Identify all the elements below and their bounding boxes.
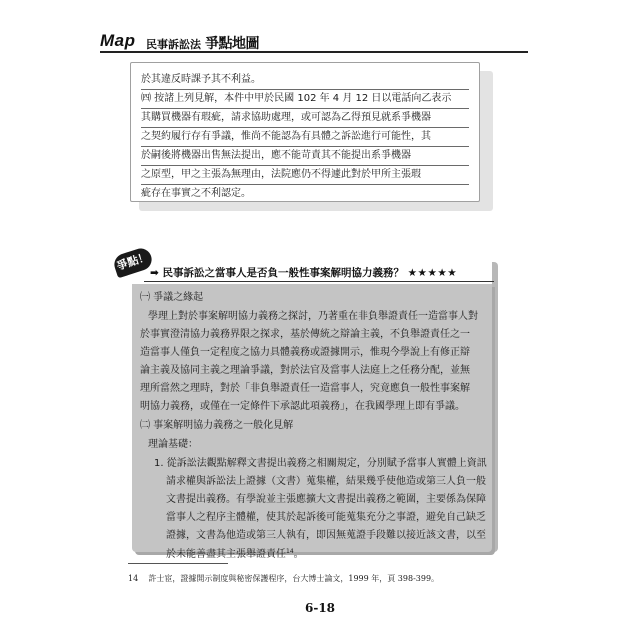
card-line: 於嗣後將機器出售無法提出，應不能苛責其不能提出系爭機器 [141, 147, 469, 166]
card-line: 於其違反時課予其不利益。 [141, 71, 469, 90]
card-lines [141, 71, 469, 202]
card-line: 之原型，甲之主張為無理由，法院應仍不得遽此對於甲所主張瑕 [141, 166, 469, 185]
continuation-card [130, 62, 480, 202]
header-rule [100, 51, 520, 53]
card-line: ㈣ 按諸上列見解，本件中甲於民國 102 年 4 月 12 日以電話向乙表示 [141, 90, 469, 109]
item-line: 當事人之程序主體權，使其於起訴後可能蒐集充分之事證，避免自己缺乏 [166, 512, 486, 523]
item-line-end: 。 [293, 549, 304, 560]
body-line: 於事實澄清協力義務界限之探求，基於傳統之辯論主義，不負舉證責任之一 [140, 329, 470, 340]
theory-label: 理論基礎： [148, 439, 198, 450]
footnote-rule [128, 563, 228, 564]
item-line: 1. 從訴訟法觀點解釋文書提出義務之相關規定，分別賦予當事人實體上資訊 [154, 458, 487, 469]
item-line: 文書提出義務。有學說並主張應擴大文書提出義務之範圍，主要係為保障 [166, 494, 486, 505]
card-line: 其購買機器有瑕疵，請求協助處理，或可認為乙得預見就系爭機器 [141, 109, 469, 128]
key-point-badge: 爭點！ [112, 246, 155, 279]
question-arrow-icon: ➡ [150, 267, 159, 279]
footnote-ref: 14 [286, 548, 294, 555]
header-map-label: Map [100, 31, 136, 50]
body-line: 論主義及協同主義之理論爭議，對於法官及當事人法庭上之任務分配，並無 [140, 365, 470, 376]
body-line: 造當事人僅負一定程度之協力具體義務或證據開示，惟現今學說上有修正辯 [140, 347, 470, 358]
item-line: 證據，文書為他造或第三人執有，即因無蒐證手段難以接近該文書，以至 [166, 530, 486, 541]
header-badge: 爭點地圖 [205, 36, 259, 52]
key-point-question [150, 265, 457, 280]
card-line: 疵存在事實之不利認定。 [141, 188, 251, 199]
item-line-text: 於未能善盡其主張舉證責任 [166, 549, 286, 560]
body-line: 明協力義務，或僅在一定條件下承認此項義務」，在我國學理上即有爭議。 [140, 401, 465, 412]
header-book-title: 民事訴訟法 [146, 38, 201, 51]
footnote [128, 573, 439, 584]
item-line-last [166, 545, 304, 561]
footnote-text: 許士宦，證據開示制度與秘密保護程序，台大博士論文，1999 年，頁 398-399。 [148, 574, 440, 583]
body-line: 理所當然之理時，對於「非負舉證責任一造當事人，究竟應負一般性事案解 [140, 383, 470, 394]
rating-stars: ★★★★★ [407, 267, 458, 279]
card-line: 之契約履行存有爭議，惟尚不能認為有具體之訴訟進行可能性，其 [141, 128, 469, 147]
body-line: 學理上對於事案解明協力義務之探討，乃著重在非負舉證責任一造當事人對 [148, 311, 478, 322]
question-text: 民事訴訟之當事人是否負一般性事案解明協力義務？ [162, 267, 404, 279]
section-heading: ㈠ 爭議之緣起 [140, 292, 204, 303]
section-heading: ㈡ 事案解明協力義務之一般化見解 [140, 420, 294, 431]
page-number: 6-18 [304, 601, 336, 615]
header-rule-end [520, 51, 528, 53]
item-line: 請求權與訴訟法上證據（文書）蒐集權，結果幾乎使他造或第三人負一般 [166, 476, 486, 487]
panel-shadow [492, 262, 498, 552]
question-underline [144, 281, 494, 282]
footnote-number: 14 [128, 574, 139, 583]
